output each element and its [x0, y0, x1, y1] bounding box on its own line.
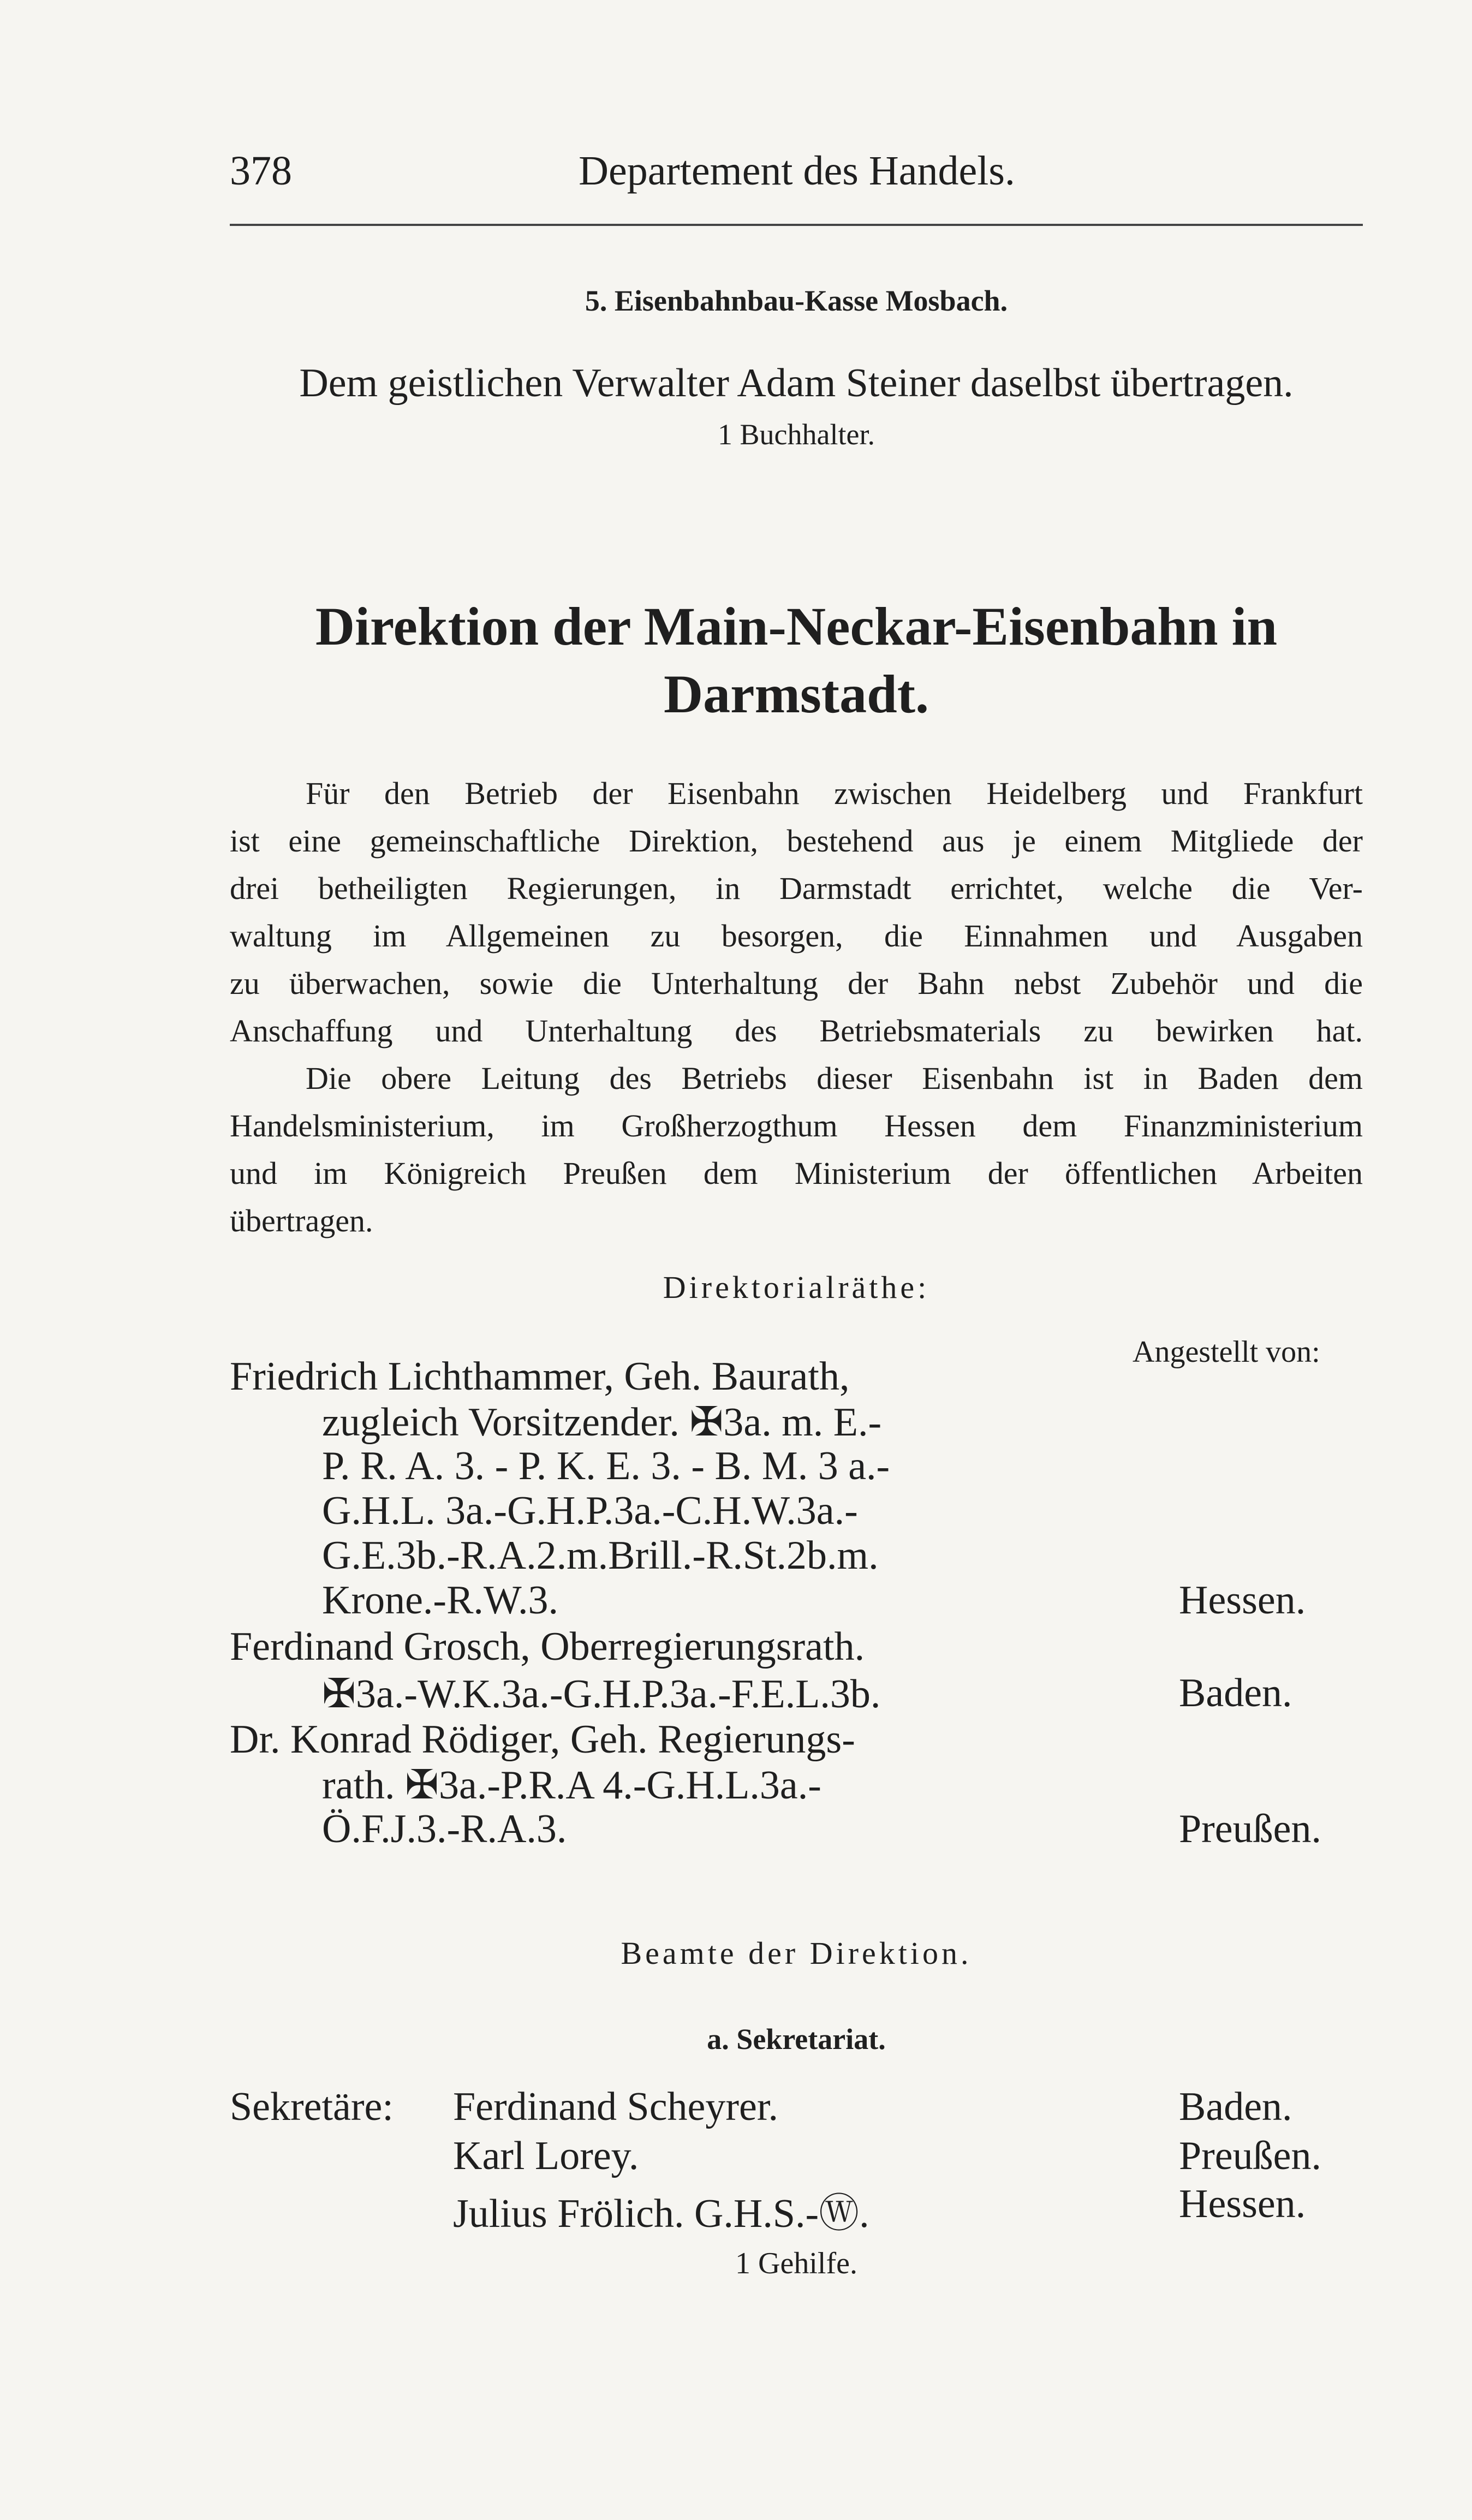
paragraph-line: Anschaffung und Unterhaltung des Betriebsmaterials zu bewirken hat. [230, 1013, 1363, 1048]
paragraph-line: und im Königreich Preußen dem Ministerium der öffentlichen Arbeiten [230, 1155, 1363, 1191]
secretary-name: Julius Frölich. G.H.S.-Ⓦ. [453, 2191, 869, 2236]
council-member-line: rath. ✠3a.-P.R.A 4.-G.H.L.3a.- [322, 1763, 821, 1808]
assistants: 1 Gehilfe. [735, 2247, 857, 2280]
appointed-by-heading: Angestellt von: [1133, 1335, 1320, 1369]
council-member-line: G.E.3b.-R.A.2.m.Brill.-R.St.2b.m. [322, 1533, 879, 1578]
direction-title-line1: Direktion der Main-Neckar-Eisenbahn in [315, 596, 1278, 657]
paragraph-line: Die obere Leitung des Betriebs dieser Eisenbahn ist in Baden dem [306, 1061, 1363, 1096]
council-member-name: Friedrich Lichthammer, Geh. Baurath, [230, 1354, 850, 1399]
secretary-state: Hessen. [1179, 2182, 1306, 2226]
running-title: Departement des Handels. [579, 148, 1015, 194]
council-heading: Direktorialräthe: [663, 1270, 930, 1305]
paragraph-line: zu überwachen, sowie die Unterhaltung der Bahn nebst Zubehör und die [230, 966, 1363, 1001]
section-text: Dem geistlichen Verwalter Adam Steiner daselbst übertragen. [299, 361, 1294, 406]
direction-title-line2: Darmstadt. [663, 664, 929, 724]
council-member-line: G.H.L. 3a.-G.H.P.3a.-C.H.W.3a.- [322, 1488, 858, 1533]
council-member-line: Krone.-R.W.3. [322, 1578, 558, 1623]
council-member-state: Hessen. [1179, 1578, 1306, 1623]
paragraph-line: drei betheiligten Regierungen, in Darmstadt errichtet, welche die Ver- [230, 871, 1363, 906]
secretary-state: Baden. [1179, 2084, 1292, 2129]
paragraph-line: übertragen. [230, 1203, 373, 1238]
paragraph-line: Handelsministerium, im Großherzogthum Hessen dem Finanzministerium [230, 1108, 1363, 1143]
secretary-name: Karl Lorey. [453, 2134, 639, 2178]
council-member-name: Dr. Konrad Rödiger, Geh. Regierungs- [230, 1717, 855, 1762]
paragraph-line: Für den Betrieb der Eisenbahn zwischen Heidelberg und Frankfurt [306, 776, 1363, 811]
secretary-state: Preußen. [1179, 2134, 1321, 2178]
council-member-line: Ö.F.J.3.-R.A.3. [322, 1807, 567, 1851]
officials-heading: Beamte der Direktion. [621, 1935, 972, 1971]
council-member-name: Ferdinand Grosch, Oberregierungsrath. [230, 1624, 865, 1669]
council-member-line: P. R. A. 3. - P. K. E. 3. - B. M. 3 a.- [322, 1444, 890, 1488]
header-rule [230, 224, 1363, 226]
page-number: 378 [230, 148, 292, 194]
council-member-line: zugleich Vorsitzender. ✠3a. m. E.- [322, 1400, 882, 1445]
section-staff: 1 Buchhalter. [718, 418, 875, 451]
council-member-state: Baden. [1179, 1671, 1292, 1715]
council-member-line: ✠3a.-W.K.3a.-G.H.P.3a.-F.E.L.3b. [322, 1672, 881, 1717]
paragraph-line: waltung im Allgemeinen zu besorgen, die Einnahmen und Ausgaben [230, 918, 1363, 954]
secretaries-label: Sekretäre: [230, 2084, 394, 2129]
secretary-name: Ferdinand Scheyrer. [453, 2084, 778, 2129]
secretariat-heading: a. Sekretariat. [707, 2023, 886, 2056]
section-title: 5. Eisenbahnbau-Kasse Mosbach. [585, 284, 1008, 317]
council-member-state: Preußen. [1179, 1807, 1321, 1851]
paragraph-line: ist eine gemeinschaftliche Direktion, bestehend aus je einem Mitgliede der [230, 823, 1363, 859]
